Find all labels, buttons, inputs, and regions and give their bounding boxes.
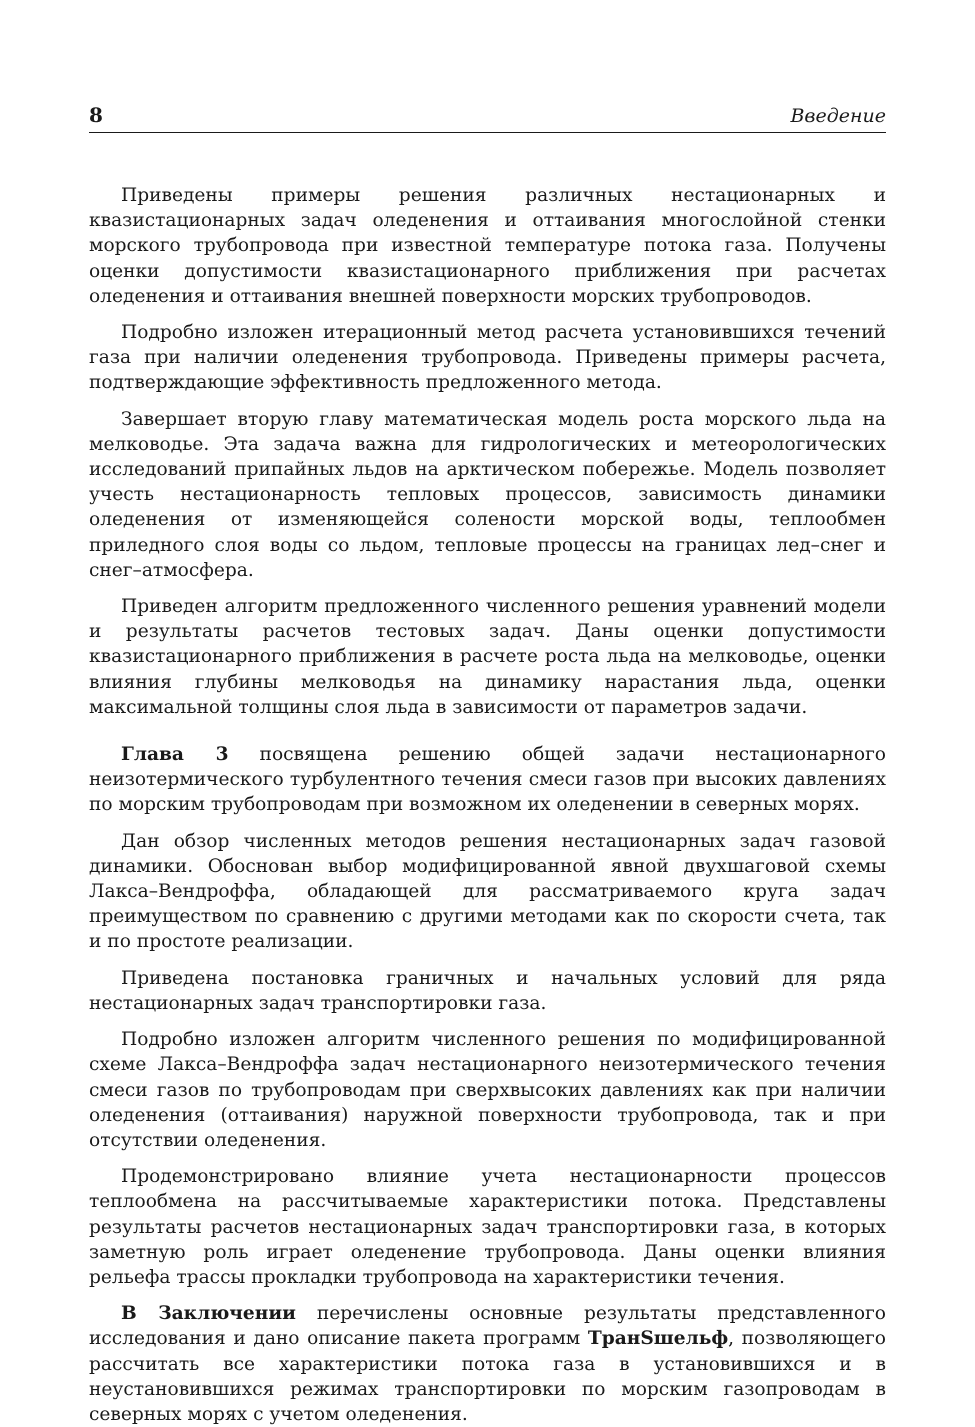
paragraph-3: Завершает вторую главу математическая модель роста морского льда на мелководье. Эта задача важна для гидрологических и метеорологических исследований припайных льдов на арктическом побережье. Модель позволяет учесть нестационарность тепловых процессов, зависимость динамики оледенения от изменяющейся солености морской воды, теплообмен приледного слоя воды со льдом, тепловые процессы на границах лед–снег и снег–атмосфера. — [89, 408, 886, 581]
paragraph-9: Продемонстрировано влияние учета нестационарности процессов теплообмена на рассчитываемые характеристики потока. Представлены результаты расчетов нестационарных задач транспортировки газа, в которых заметную роль играет оледенение трубопровода. Даны оценки влияния рельефа трассы прокладки трубопровода на характеристики течения. — [89, 1166, 886, 1288]
body-text — [89, 183, 886, 1427]
paragraph-8: Подробно изложен алгоритм численного решения по модифицированной схеме Лакса–Вендроффа задач нестационарного неизотермического течения смеси газов по трубопроводам при сверхвысоких давлениях как при наличии оледенения (оттаивания) наружной поверхности трубопровода, так и при отсутствии оледенения. — [89, 1029, 886, 1151]
paragraph-2: Подробно изложен итерационный метод расчета установившихся течений газа при наличии оледенения трубопровода. Приведены примеры расчета, подтверждающие эффективность предложенного метода. — [89, 322, 886, 394]
paragraph-4: Приведен алгоритм предложенного численного решения уравнений модели и результаты расчетов тестовых задач. Даны оценки допустимости квазистационарного приближения в расчете роста льда на мелководье, оценки влияния глубины мелководья на динамику нарастания льда, оценки максимальной толщины слоя льда в зависимости от параметров задачи. — [89, 596, 886, 718]
section-title: Введение — [790, 105, 886, 127]
paragraph-chapter-3: Глава 3 посвящена решению общей задачи нестационарного неизотермического турбулентного течения смеси газов при высоких давлениях по морским трубопроводам при возможном их оледенении в северных морях. — [89, 744, 887, 816]
chapter-3-label: Глава 3 — [121, 744, 229, 766]
paragraph-6: Дан обзор численных методов решения нестационарных задач газовой динамики. Обоснован выбор модифицированной явной двухшаговой схемы Лакса–Вендроффа, обладающей для рассматриваемого круга задач преимуществом по сравнению с другими методами как по скорости счета, так и по простоте реализации. — [89, 830, 886, 953]
paragraph-conclusion: В Заключении перечислены основные результаты представленного исследования и дано описание пакета программ ТранSшельф, позволяющего рассчитать все характеристики потока газа в установившихся и в неустановившихся режимах транспортировки по морским газопроводам в северных морях с учетом оледенения. — [89, 1303, 886, 1425]
paragraph-1: Приведены примеры решения различных нестационарных и квазистационарных задач оледенения и оттаивания многослойной стенки морского трубопровода при известной температуре потока газа. Получены оценки допустимости квазистационарного приближения при расчетах оледенения и оттаивания внешней поверхности морских трубопроводов. — [89, 185, 886, 307]
paragraph-7: Приведена постановка граничных и начальных условий для ряда нестационарных задач транспортировки газа. — [89, 967, 886, 1014]
page-number: 8 — [89, 103, 103, 127]
software-name: ТранSшельф — [587, 1328, 729, 1350]
conclusion-label: В Заключении — [121, 1303, 296, 1325]
running-head — [89, 103, 886, 133]
